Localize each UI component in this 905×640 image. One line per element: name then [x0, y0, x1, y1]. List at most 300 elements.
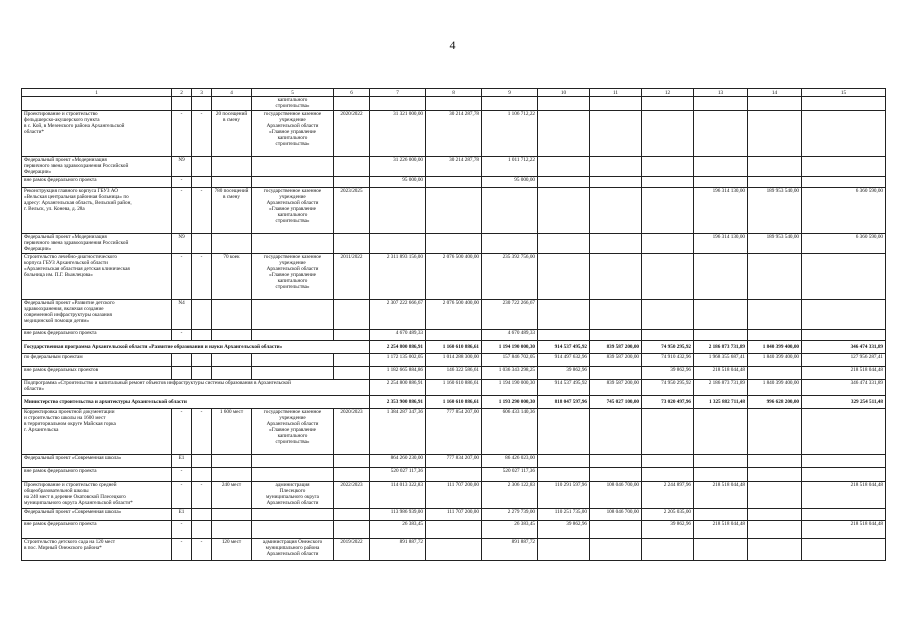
table-cell — [694, 539, 748, 561]
table-cell — [212, 354, 252, 367]
table-cell: 74 910 432,96 — [642, 354, 694, 367]
table-cell: Федеральный проект «Развитие детского здравоохранения, включая создание современной инфраструктуры оказания медицинской помощи детям» — [22, 300, 172, 330]
table-cell — [748, 367, 802, 380]
table-cell: администрация Плесецкого муниципального округа Архангельской области — [252, 482, 334, 509]
table-cell — [694, 300, 748, 330]
table-cell — [694, 409, 748, 455]
table-cell: 31 321 000,00 — [370, 111, 426, 157]
table-cell — [642, 300, 694, 330]
table-cell: - — [192, 539, 212, 561]
table-cell: 108 046 700,00 — [590, 482, 642, 509]
table-cell — [426, 177, 482, 188]
table-cell — [252, 468, 334, 482]
table-cell — [642, 409, 694, 455]
table-cell: 891 887,72 — [370, 539, 426, 561]
table-cell — [642, 330, 694, 341]
table-cell — [334, 234, 370, 254]
table-cell — [334, 455, 370, 468]
table-cell — [172, 354, 192, 367]
table-cell: 39 862,96 — [642, 367, 694, 380]
table-row — [22, 177, 886, 188]
table-cell — [334, 177, 370, 188]
table-cell: 157 846 702,05 — [482, 354, 538, 367]
table-cell: N9 — [172, 157, 192, 177]
table-cell: - — [172, 254, 192, 300]
column-header: 6 — [334, 89, 370, 97]
table-cell: 1 160 610 886,61 — [426, 396, 482, 409]
table-cell: - — [172, 539, 192, 561]
table-cell: 839 587 200,00 — [590, 380, 642, 396]
table-cell: 146 322 586,61 — [426, 367, 482, 380]
table-cell: вне рамок федерального проекта — [22, 468, 172, 482]
table-cell: 1 840 399 400,00 — [748, 380, 802, 396]
table-cell — [694, 157, 748, 177]
table-cell: - — [192, 188, 212, 234]
table-cell — [538, 177, 590, 188]
table-cell: 2 205 035,00 — [642, 509, 694, 521]
table-cell: 1 182 665 884,86 — [370, 367, 426, 380]
table-cell — [482, 188, 538, 234]
table-cell — [590, 177, 642, 188]
table-cell: 218 518 044,48 — [802, 482, 886, 509]
table-row — [22, 254, 886, 300]
table-cell — [212, 97, 252, 111]
table-cell — [212, 521, 252, 539]
table-cell — [694, 509, 748, 521]
table-cell: 39 862,96 — [642, 521, 694, 539]
table-cell: 520 027 117,36 — [482, 468, 538, 482]
table-cell: 1 600 мест — [212, 409, 252, 455]
table-cell — [192, 157, 212, 177]
table-cell: Проектирование и строительство фельдшерско-акушерского пункта в с. Кой, в Мезенского района Архангельской области* — [22, 111, 172, 157]
table-cell: 1 014 288 300,00 — [426, 354, 482, 367]
column-header: 14 — [748, 89, 802, 97]
table-cell: 30 214 287,78 — [426, 157, 482, 177]
table-cell: 218 518 044,48 — [802, 367, 886, 380]
table-cell — [252, 367, 334, 380]
table-row — [22, 157, 886, 177]
table-cell: Строительство детского сада на 120 мест в пос. Мирный Онежского района* — [22, 539, 172, 561]
table-cell: 86 426 023,00 — [482, 455, 538, 468]
table-cell — [590, 409, 642, 455]
table-cell — [642, 254, 694, 300]
table-cell — [642, 234, 694, 254]
table-cell — [748, 254, 802, 300]
table-cell — [538, 468, 590, 482]
table-cell — [590, 234, 642, 254]
table-cell — [748, 455, 802, 468]
table-row — [22, 468, 886, 482]
table-cell — [212, 234, 252, 254]
table-cell: 218 518 044,48 — [802, 521, 886, 539]
table-cell: - — [172, 188, 192, 234]
table-cell — [212, 300, 252, 330]
table-cell: 113 986 939,00 — [370, 509, 426, 521]
table-cell: 20 посещений в смену — [212, 111, 252, 157]
table-cell: 189 953 540,00 — [748, 188, 802, 234]
table-cell: 2023/2025 — [334, 188, 370, 234]
table-cell — [538, 97, 590, 111]
table-cell: Проектирование и строительство средней общеобразовательной школы на 240 мест в деревне Окатовской Плесецкого муниципального округа Архангельской области* — [22, 482, 172, 509]
table-cell: 1 160 610 886,61 — [426, 380, 482, 396]
table-cell — [538, 300, 590, 330]
table-cell: 891 887,72 — [482, 539, 538, 561]
table-cell: - — [172, 111, 192, 157]
table-cell — [802, 539, 886, 561]
table-cell: 346 474 331,89 — [802, 380, 886, 396]
table-cell: 2020/2023 — [334, 409, 370, 455]
table-cell — [426, 188, 482, 234]
table-cell: Реконструкция главного корпуса ГБУЗ АО «Вельская центральная районная больница» по адресу: Архангельская область, Вельский район, г. Вельск, ул. Конева, д. 28а — [22, 188, 172, 234]
table-cell — [370, 97, 426, 111]
table-cell: 2 076 500 400,00 — [426, 254, 482, 300]
table-cell — [590, 300, 642, 330]
table-cell: вне рамок федеральных проектов — [22, 367, 172, 380]
column-header: 15 — [802, 89, 886, 97]
table-cell — [802, 468, 886, 482]
table-cell — [192, 509, 212, 521]
table-cell — [192, 455, 212, 468]
table-cell — [538, 409, 590, 455]
table-cell — [802, 177, 886, 188]
table-cell: 73 020 497,96 — [642, 396, 694, 409]
table-cell — [802, 455, 886, 468]
table-cell: 235 392 756,00 — [482, 254, 538, 300]
table-cell — [482, 234, 538, 254]
table-cell — [694, 468, 748, 482]
table-cell: 2019/2022 — [334, 539, 370, 561]
table-cell — [212, 367, 252, 380]
table-cell — [802, 300, 886, 330]
table-row — [22, 111, 886, 157]
table-cell — [748, 539, 802, 561]
table-cell — [538, 234, 590, 254]
table-cell: 1 194 190 000,30 — [482, 380, 538, 396]
table-cell: 6 360 590,00 — [802, 234, 886, 254]
table-cell — [642, 188, 694, 234]
table-cell: 218 518 044,48 — [694, 521, 748, 539]
table-cell: 2 186 873 731,89 — [694, 380, 748, 396]
table-cell: 329 254 511,48 — [802, 396, 886, 409]
table-cell: 95 000,00 — [482, 177, 538, 188]
table-cell — [590, 330, 642, 341]
table-cell — [426, 97, 482, 111]
column-header: 1 — [22, 89, 172, 97]
table-cell: 39 862,96 — [538, 367, 590, 380]
table-cell: 745 027 100,00 — [590, 396, 642, 409]
table-cell: Федеральный проект «Модернизация первичного звена здравоохранения Российской Федерации» — [22, 157, 172, 177]
table-cell: 2 244 897,96 — [642, 482, 694, 509]
table-cell: N4 — [172, 300, 192, 330]
table-cell — [370, 234, 426, 254]
table-cell: 108 046 700,00 — [590, 509, 642, 521]
table-cell — [802, 111, 886, 157]
table-cell — [334, 367, 370, 380]
table-cell — [590, 539, 642, 561]
table-cell — [192, 468, 212, 482]
table-cell — [252, 300, 334, 330]
table-cell: - — [172, 409, 192, 455]
table-cell — [192, 177, 212, 188]
column-header: 5 — [252, 89, 334, 97]
table-cell: 2 306 122,83 — [482, 482, 538, 509]
table-cell: 111 707 200,00 — [426, 509, 482, 521]
table-cell — [590, 455, 642, 468]
table-cell — [694, 177, 748, 188]
table-cell: 346 474 331,89 — [802, 341, 886, 354]
table-cell — [748, 509, 802, 521]
column-header: 9 — [482, 89, 538, 97]
column-header: 12 — [642, 89, 694, 97]
table-cell — [426, 521, 482, 539]
table-cell — [426, 234, 482, 254]
table-cell: 110 251 735,00 — [538, 509, 590, 521]
table-cell — [192, 97, 212, 111]
table-cell — [802, 157, 886, 177]
table-cell: 2 307 222 666,67 — [370, 300, 426, 330]
table-cell: E1 — [172, 455, 192, 468]
table-cell — [172, 367, 192, 380]
table-cell — [334, 509, 370, 521]
table-cell — [748, 468, 802, 482]
table-row — [22, 367, 886, 380]
table-cell: администрация Онежского муниципального района Архангельской области — [252, 539, 334, 561]
column-header: 7 — [370, 89, 426, 97]
table-row — [22, 300, 886, 330]
column-header: 13 — [694, 89, 748, 97]
table-cell: Подпрограмма «Строительство и капитальный ремонт объектов инфраструктуры системы образования в Архангельской области» — [22, 380, 370, 396]
table-cell — [334, 330, 370, 341]
table-cell — [590, 111, 642, 157]
table-cell — [212, 468, 252, 482]
table-cell: 26 383,45 — [370, 521, 426, 539]
table-cell — [748, 157, 802, 177]
table-cell: 914 497 632,96 — [538, 354, 590, 367]
table-cell — [802, 330, 886, 341]
table-cell: 110 291 597,96 — [538, 482, 590, 509]
table-cell: 2 254 800 886,91 — [370, 341, 426, 354]
table-cell: государственное казенное учреждение Архангельской области «Главное управление капитального строительства» — [252, 188, 334, 234]
table-cell — [642, 539, 694, 561]
table-cell: 1 172 135 002,05 — [370, 354, 426, 367]
table-cell: 777 854 207,00 — [426, 409, 482, 455]
column-header: 11 — [590, 89, 642, 97]
table-cell: 914 537 495,92 — [538, 380, 590, 396]
table-cell: 4 670 489,33 — [370, 330, 426, 341]
table-cell: 127 956 287,41 — [802, 354, 886, 367]
table-cell: - — [172, 521, 192, 539]
table-cell — [748, 330, 802, 341]
table-cell: Федеральный проект «Современная школа» — [22, 509, 172, 521]
table-cell: 196 314 130,00 — [694, 234, 748, 254]
table-cell — [694, 254, 748, 300]
table-cell — [192, 367, 212, 380]
table-cell — [482, 97, 538, 111]
table-row — [22, 409, 886, 455]
table-cell — [590, 188, 642, 234]
table-cell: 1 160 610 886,61 — [426, 341, 482, 354]
table-cell — [538, 188, 590, 234]
table-cell: 114 013 322,83 — [370, 482, 426, 509]
table-cell — [252, 330, 334, 341]
table-row — [22, 188, 886, 234]
table-cell: 240 мест — [212, 482, 252, 509]
table-cell: 74 950 295,92 — [642, 380, 694, 396]
table-cell: 1 194 190 000,30 — [482, 341, 538, 354]
table-cell: государственное казенное учреждение Архангельской области «Главное управление капитального строительства» — [252, 254, 334, 300]
table-cell: 2 076 500 400,00 — [426, 300, 482, 330]
table-row — [22, 380, 886, 396]
table-cell — [192, 330, 212, 341]
table-cell — [694, 111, 748, 157]
table-cell: 230 722 266,67 — [482, 300, 538, 330]
table-row — [22, 396, 886, 409]
table-cell — [252, 521, 334, 539]
table-cell — [334, 97, 370, 111]
table-cell: 839 587 200,00 — [590, 341, 642, 354]
table-cell — [748, 111, 802, 157]
table-cell: - — [172, 330, 192, 341]
table-cell — [748, 177, 802, 188]
table-cell — [334, 157, 370, 177]
table-cell — [538, 111, 590, 157]
table-cell: 95 000,00 — [370, 177, 426, 188]
table-cell — [694, 330, 748, 341]
table-cell — [538, 157, 590, 177]
budget-table — [21, 88, 886, 561]
table-cell — [642, 111, 694, 157]
table-cell: вне рамок федерального проекта — [22, 330, 172, 341]
table-cell — [748, 97, 802, 111]
table-cell — [538, 330, 590, 341]
table-cell — [538, 254, 590, 300]
table-cell: 2011/2022 — [334, 254, 370, 300]
table-cell: 1 840 399 400,00 — [748, 341, 802, 354]
table-cell: 864 260 230,00 — [370, 455, 426, 468]
table-cell: - — [172, 177, 192, 188]
table-cell — [252, 177, 334, 188]
table-cell: 1 325 882 711,48 — [694, 396, 748, 409]
table-cell: 1 840 399 400,00 — [748, 354, 802, 367]
table-row — [22, 521, 886, 539]
table-cell — [192, 354, 212, 367]
table-cell — [538, 539, 590, 561]
column-header: 8 — [426, 89, 482, 97]
table-cell — [642, 97, 694, 111]
table-cell: 70 коек — [212, 254, 252, 300]
table-cell — [252, 455, 334, 468]
table-cell — [694, 97, 748, 111]
table-cell — [252, 157, 334, 177]
table-cell: 74 950 295,92 — [642, 341, 694, 354]
table-cell — [748, 409, 802, 455]
table-cell — [22, 97, 172, 111]
table-cell: - — [192, 409, 212, 455]
table-row — [22, 341, 886, 354]
table-cell — [334, 521, 370, 539]
table-cell — [642, 455, 694, 468]
table-cell: Федеральный проект «Модернизация первичного звена здравоохранения Российской Федерации» — [22, 234, 172, 254]
table-cell: Федеральный проект «Современная школа» — [22, 455, 172, 468]
table-cell: Строительство лечебно-диагностического корпуса ГБУЗ Архангельской области «Архангельская областная детская клиническая больница им. П.Г. Выжлецова» — [22, 254, 172, 300]
table-cell — [212, 157, 252, 177]
table-cell: Государственная программа Архангельской области «Развитие образования и науки Архангельской области» — [22, 341, 370, 354]
table-cell: 2 353 900 886,91 — [370, 396, 426, 409]
table-cell: 1 384 287 347,36 — [370, 409, 426, 455]
table-cell — [590, 468, 642, 482]
table-cell — [172, 97, 192, 111]
table-cell: 1 193 290 000,30 — [482, 396, 538, 409]
table-cell: E1 — [172, 509, 192, 521]
table-cell: государственное казенное учреждение Архангельской области «Главное управление капитального строительства» — [252, 111, 334, 157]
table-cell: 4 670 489,33 — [482, 330, 538, 341]
table-cell — [334, 468, 370, 482]
table-cell — [748, 300, 802, 330]
table-cell: 777 834 207,00 — [426, 455, 482, 468]
table-cell — [748, 521, 802, 539]
table-cell — [426, 330, 482, 341]
table-cell — [212, 509, 252, 521]
table-cell: 1 968 355 687,41 — [694, 354, 748, 367]
table-cell — [212, 330, 252, 341]
table-cell: 196 314 130,00 — [694, 188, 748, 234]
table-cell — [370, 188, 426, 234]
table-cell: 31 226 000,00 — [370, 157, 426, 177]
table-cell: 914 537 495,92 — [538, 341, 590, 354]
table-cell: государственное казенное учреждение Архангельской области «Главное управление капитального строительства» — [252, 409, 334, 455]
table-cell — [426, 539, 482, 561]
table-cell: - — [172, 482, 192, 509]
table-cell — [334, 354, 370, 367]
table-cell: 520 027 117,36 — [370, 468, 426, 482]
table-cell: 26 383,45 — [482, 521, 538, 539]
table-cell: - — [192, 482, 212, 509]
table-row — [22, 234, 886, 254]
table-cell — [694, 455, 748, 468]
table-cell — [802, 254, 886, 300]
table-cell — [642, 177, 694, 188]
table-row — [22, 539, 886, 561]
table-cell: 2 186 873 731,89 — [694, 341, 748, 354]
table-cell: капитального строительства» — [252, 97, 334, 111]
table-cell: 1 011 712,22 — [482, 157, 538, 177]
table-cell: 1 036 343 298,25 — [482, 367, 538, 380]
table-cell — [334, 300, 370, 330]
table-cell: 30 214 287,78 — [426, 111, 482, 157]
table-cell: по федеральным проектам — [22, 354, 172, 367]
table-cell — [642, 468, 694, 482]
table-cell: 39 862,96 — [538, 521, 590, 539]
table-cell — [212, 177, 252, 188]
table-cell — [192, 521, 212, 539]
table-row — [22, 354, 886, 367]
table-row — [22, 509, 886, 521]
table-cell: 996 628 200,00 — [748, 396, 802, 409]
column-header: 10 — [538, 89, 590, 97]
table-cell — [802, 509, 886, 521]
table-cell — [252, 509, 334, 521]
table-cell — [642, 157, 694, 177]
table-cell: 189 953 540,00 — [748, 234, 802, 254]
table-cell — [748, 482, 802, 509]
table-cell: 839 587 200,00 — [590, 354, 642, 367]
table-cell — [252, 234, 334, 254]
table-cell: вне рамок федерального проекта — [22, 177, 172, 188]
table-cell: 2020/2022 — [334, 111, 370, 157]
table-cell: - — [172, 468, 192, 482]
table-cell — [192, 234, 212, 254]
table-cell — [802, 409, 886, 455]
